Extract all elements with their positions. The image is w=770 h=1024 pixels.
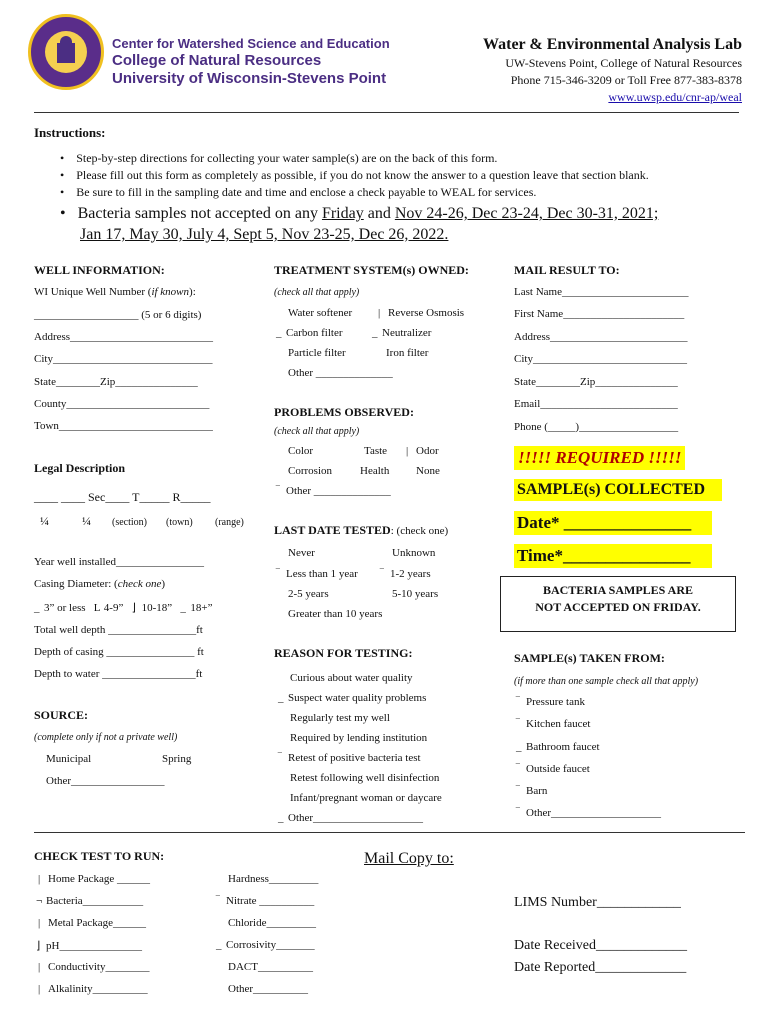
problem-color[interactable]: Color xyxy=(288,445,314,457)
header-divider xyxy=(34,112,739,113)
test-ph[interactable]: ⌋ pH_______________ xyxy=(36,940,142,952)
quarter-label: ¼ xyxy=(40,514,49,528)
test-hardness[interactable]: Hardness_________ xyxy=(228,873,319,885)
quarter-label: ¼ xyxy=(82,514,91,528)
taken-kitchen-faucet[interactable]: ‾ Kitchen faucet xyxy=(516,718,591,730)
test-home-package[interactable]: | Home Package ______ xyxy=(38,873,151,885)
mail-city-field[interactable]: City____________________________ xyxy=(514,353,687,365)
problem-health[interactable]: Health xyxy=(360,465,390,477)
lab-address: UW-Stevens Point, College of Natural Resources xyxy=(505,56,742,70)
source-municipal[interactable]: Municipal xyxy=(46,753,92,765)
date-received-field[interactable]: Date Received_____________ xyxy=(514,938,688,953)
well-town-field[interactable]: Town____________________________ xyxy=(34,420,213,432)
reason-item[interactable]: Curious about water quality xyxy=(290,672,413,684)
year-installed-field[interactable]: Year well installed________________ xyxy=(34,556,204,568)
last-tested-5-10[interactable]: 5-10 years xyxy=(392,588,439,600)
logo-line-college: College of Natural Resources xyxy=(112,52,322,69)
last-tested-2-5[interactable]: 2-5 years xyxy=(288,588,329,600)
treatment-water-softener[interactable]: Water softener xyxy=(288,307,353,319)
bacteria-friday-note-1: BACTERIA SAMPLES ARE xyxy=(542,583,694,597)
last-tested-title: LAST DATE TESTED: (check one) xyxy=(274,523,449,537)
reason-title: REASON FOR TESTING: xyxy=(274,646,413,660)
taken-barn[interactable]: ‾ Barn xyxy=(516,785,548,797)
reason-item[interactable]: Infant/pregnant woman or daycare xyxy=(290,792,442,804)
tests-divider xyxy=(34,832,745,833)
treatment-neutralizer[interactable]: _ Neutralizer xyxy=(372,327,432,339)
reason-item[interactable]: Required by lending institution xyxy=(290,732,428,744)
lab-phone: Phone 715-346-3209 or Toll Free 877-383-8378 xyxy=(510,73,742,87)
problems-title: PROBLEMS OBSERVED: xyxy=(274,405,414,419)
lims-number-field[interactable]: LIMS Number____________ xyxy=(514,895,681,910)
instruction-item: • Step-by-step directions for collecting your water sample(s) are on the back of this form. xyxy=(60,151,498,165)
treatment-hint: (check all that apply) xyxy=(274,287,360,298)
university-seal xyxy=(28,14,104,90)
test-alkalinity[interactable]: | Alkalinity__________ xyxy=(38,983,148,995)
checkbox[interactable]: L xyxy=(93,602,101,614)
last-tested-never[interactable]: Never xyxy=(288,547,315,559)
last-tested-greater-10[interactable]: Greater than 10 years xyxy=(288,608,383,620)
bacteria-friday-note-2: NOT ACCEPTED ON FRIDAY. xyxy=(535,600,701,614)
test-metal-package[interactable]: | Metal Package______ xyxy=(38,917,147,929)
test-corrosivity[interactable]: _ Corrosivity_______ xyxy=(216,939,315,951)
bacteria-note-box xyxy=(500,576,736,632)
sample-time-field[interactable]: Time*_______________ xyxy=(514,544,712,568)
instruction-item: • Please fill out this form as completely as possible, if you do not know the answer to a question leave that section blank. xyxy=(60,168,649,182)
mail-address-field[interactable]: Address_________________________ xyxy=(514,331,688,343)
sample-collected-title: SAMPLE(s) COLLECTED xyxy=(514,479,722,501)
well-unique-field[interactable]: ___________________ (5 or 6 digits) xyxy=(34,309,202,321)
mail-phone-field[interactable]: Phone (_____)__________________ xyxy=(514,421,679,433)
problem-odor[interactable]: | Odor xyxy=(406,445,439,457)
test-chloride[interactable]: Chloride_________ xyxy=(228,917,316,929)
seal-center xyxy=(45,31,87,73)
reason-item[interactable]: Retest following well disinfection xyxy=(290,772,440,784)
legal-description-title: Legal Description xyxy=(34,461,125,475)
lab-url-link[interactable]: www.uwsp.edu/cnr-ap/weal xyxy=(608,90,742,104)
well-county-field[interactable]: County__________________________ xyxy=(34,398,210,410)
checkbox[interactable]: _ xyxy=(34,602,40,614)
water-depth-field[interactable]: Depth to water _________________ft xyxy=(34,668,203,680)
taken-from-title: SAMPLE(s) TAKEN FROM: xyxy=(514,651,665,665)
mail-email-field[interactable]: Email_________________________ xyxy=(514,398,678,410)
well-state-zip-field[interactable]: State________Zip_______________ xyxy=(34,376,198,388)
sample-date-field[interactable]: Date* _______________ xyxy=(514,511,712,535)
mail-state-zip-field[interactable]: State________Zip_______________ xyxy=(514,376,678,388)
instruction-item: • Be sure to fill in the sampling date and time and enclose a check payable to WEAL for services. xyxy=(60,185,537,199)
test-nitrate[interactable]: ‾ Nitrate __________ xyxy=(216,895,315,907)
date-reported-field[interactable]: Date Reported_____________ xyxy=(514,960,687,975)
reason-item[interactable]: _ Suspect water quality problems xyxy=(278,692,427,704)
mail-result-title: MAIL RESULT TO: xyxy=(514,263,620,277)
logo-line-university: University of Wisconsin-Stevens Point xyxy=(112,70,387,87)
last-tested-unknown[interactable]: Unknown xyxy=(392,547,436,559)
checkbox[interactable]: ⌋ xyxy=(131,602,136,614)
instructions-title: Instructions: xyxy=(34,125,106,140)
problems-hint: (check all that apply) xyxy=(274,426,360,437)
reason-other-field[interactable]: _ Other____________________ xyxy=(278,812,424,824)
bacteria-notice-line1: • Bacteria samples not accepted on any Friday and Nov 24-26, Dec 23-24, Dec 30-31, 2021; xyxy=(60,205,659,222)
well-info-title: WELL INFORMATION: xyxy=(34,263,165,277)
logo-line-center: Center for Watershed Science and Education xyxy=(112,36,390,51)
taken-from-hint: (if more than one sample check all that apply) xyxy=(514,676,699,687)
taken-bathroom-faucet[interactable]: _ Bathroom faucet xyxy=(516,741,600,753)
casing-diameter-label: Casing Diameter: (check one) xyxy=(34,578,166,590)
problem-other-field[interactable]: ‾ Other ______________ xyxy=(276,485,391,497)
test-dact[interactable]: DACT__________ xyxy=(228,961,313,973)
mail-first-name-field[interactable]: First Name______________________ xyxy=(514,308,685,320)
legal-sec-line[interactable]: ____ ____ Sec____ T_____ R_____ xyxy=(34,490,211,504)
treatment-title: TREATMENT SYSTEM(s) OWNED: xyxy=(274,263,469,277)
building-icon xyxy=(57,43,75,63)
source-spring[interactable]: Spring xyxy=(162,753,192,765)
checkbox[interactable]: _ xyxy=(180,602,186,614)
mail-last-name-field[interactable]: Last Name_______________________ xyxy=(514,286,689,298)
casing-options: _ 3” or less L 4-9” ⌋ 10-18” _ 18+” xyxy=(34,602,213,614)
well-address-field[interactable]: Address__________________________ xyxy=(34,331,214,343)
treatment-particle-filter[interactable]: Particle filter xyxy=(288,347,346,359)
last-tested-1-2[interactable]: ‾ 1-2 years xyxy=(380,568,431,580)
range-label: (range) xyxy=(215,517,244,528)
casing-depth-field[interactable]: Depth of casing ________________ ft xyxy=(34,646,204,658)
source-other-field[interactable]: Other_________________ xyxy=(46,775,165,787)
reason-item[interactable]: Regularly test my well xyxy=(290,712,390,724)
taken-other-field[interactable]: ‾ Other____________________ xyxy=(516,807,662,819)
well-city-field[interactable]: City_____________________________ xyxy=(34,353,213,365)
mail-copy-label: Mail Copy to: xyxy=(364,850,454,867)
lab-name: Water & Environmental Analysis Lab xyxy=(483,36,742,53)
problem-corrosion[interactable]: Corrosion xyxy=(288,465,332,477)
bacteria-notice-line2: Jan 17, May 30, July 4, Sept 5, Nov 23-25, Dec 26, 2022. xyxy=(80,226,449,243)
well-unique-label: WI Unique Well Number (if known): xyxy=(34,286,196,298)
taken-outside-faucet[interactable]: ‾ Outside faucet xyxy=(516,763,590,775)
treatment-reverse-osmosis[interactable]: | Reverse Osmosis xyxy=(378,307,465,319)
check-tests-title: CHECK TEST TO RUN: xyxy=(34,849,165,863)
test-bacteria[interactable]: ¬ Bacteria___________ xyxy=(36,895,144,907)
source-hint: (complete only if not a private well) xyxy=(34,732,178,743)
last-tested-less-1[interactable]: ‾ Less than 1 year xyxy=(276,568,358,580)
treatment-other-field[interactable]: Other ______________ xyxy=(288,367,393,379)
test-other-field[interactable]: Other__________ xyxy=(228,983,309,995)
problem-taste[interactable]: Taste xyxy=(364,445,388,457)
town-label: (town) xyxy=(166,517,193,528)
reason-item[interactable]: ‾ Retest of positive bacteria test xyxy=(278,752,421,764)
source-title: SOURCE: xyxy=(34,708,89,722)
required-banner: !!!!! REQUIRED !!!!! xyxy=(514,446,685,470)
problem-none[interactable]: None xyxy=(416,465,440,477)
taken-pressure-tank[interactable]: ‾ Pressure tank xyxy=(516,696,585,708)
treatment-iron-filter[interactable]: Iron filter xyxy=(386,347,429,359)
treatment-carbon-filter[interactable]: _ Carbon filter xyxy=(276,327,343,339)
test-conductivity[interactable]: | Conductivity________ xyxy=(38,961,150,973)
section-label: (section) xyxy=(112,517,147,528)
total-depth-field[interactable]: Total well depth ________________ft xyxy=(34,624,203,636)
